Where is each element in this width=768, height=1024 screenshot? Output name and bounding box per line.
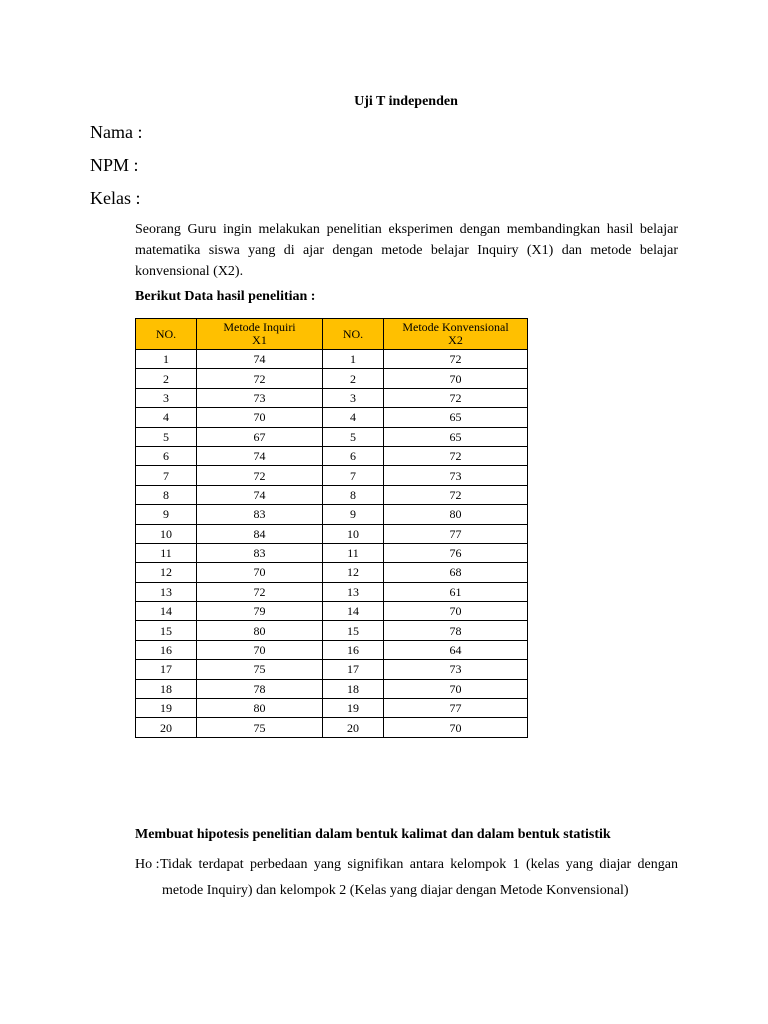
header-x2-line2: X2: [448, 333, 463, 347]
cell-no-1: 18: [136, 679, 197, 698]
cell-no-1: 1: [136, 350, 197, 369]
cell-no-2: 15: [323, 621, 384, 640]
cell-x2: 72: [384, 350, 528, 369]
table-header-row: [136, 319, 528, 350]
cell-x1: 70: [197, 408, 323, 427]
header-metode-konvensional: [384, 319, 528, 350]
cell-x1: 74: [197, 485, 323, 504]
cell-no-2: 1: [323, 350, 384, 369]
kelas-field-label: Kelas :: [90, 188, 141, 208]
cell-no-1: 7: [136, 466, 197, 485]
cell-x1: 67: [197, 427, 323, 446]
table-row: [136, 466, 528, 485]
intro-paragraph: Seorang Guru ingin melakukan penelitian eksperimen dengan membandingkan hasil belajar matematika siswa yang di ajar dengan metode belajar Inquiry (X1) dan metode belajar konvensional (X2).: [135, 222, 678, 279]
cell-x2: 65: [384, 408, 528, 427]
table-body: [136, 350, 528, 738]
header-x1-line1: Metode Inquiri: [223, 320, 296, 334]
header-x2-line1: Metode Konvensional: [402, 320, 509, 334]
cell-x1: 70: [197, 640, 323, 659]
cell-no-2: 14: [323, 602, 384, 621]
cell-x1: 83: [197, 543, 323, 562]
cell-x1: 75: [197, 718, 323, 737]
cell-no-1: 13: [136, 582, 197, 601]
cell-no-1: 2: [136, 369, 197, 388]
cell-x1: 79: [197, 602, 323, 621]
cell-x1: 80: [197, 699, 323, 718]
cell-x1: 72: [197, 369, 323, 388]
cell-no-2: 11: [323, 543, 384, 562]
cell-no-1: 11: [136, 543, 197, 562]
cell-x1: 78: [197, 679, 323, 698]
cell-x2: 78: [384, 621, 528, 640]
cell-no-1: 5: [136, 427, 197, 446]
cell-no-1: 19: [136, 699, 197, 718]
cell-no-2: 2: [323, 369, 384, 388]
ho-text: Tidak terdapat perbedaan yang signifikan antara kelompok 1 (kelas yang diajar dengan metode Inquiry) dan kelompok 2 (Kelas yang diajar dengan Metode Konvensional): [160, 857, 678, 898]
cell-no-1: 20: [136, 718, 197, 737]
data-heading: Berikut Data hasil penelitian :: [135, 289, 316, 304]
table-row: [136, 582, 528, 601]
table-row: [136, 350, 528, 369]
cell-x2: 77: [384, 699, 528, 718]
cell-x1: 80: [197, 621, 323, 640]
cell-no-1: 14: [136, 602, 197, 621]
cell-no-2: 8: [323, 485, 384, 504]
cell-x1: 84: [197, 524, 323, 543]
table-row: [136, 602, 528, 621]
ho-hypothesis: [135, 852, 678, 904]
table-row: [136, 543, 528, 562]
cell-x2: 70: [384, 369, 528, 388]
header-no-1: NO.: [136, 319, 197, 350]
table-row: [136, 699, 528, 718]
cell-no-2: 6: [323, 446, 384, 465]
cell-no-2: 3: [323, 388, 384, 407]
cell-no-2: 18: [323, 679, 384, 698]
cell-no-2: 9: [323, 505, 384, 524]
nama-field-label: Nama :: [90, 122, 143, 142]
cell-no-1: 10: [136, 524, 197, 543]
cell-no-1: 15: [136, 621, 197, 640]
cell-x2: 72: [384, 388, 528, 407]
cell-x2: 70: [384, 602, 528, 621]
cell-x2: 80: [384, 505, 528, 524]
table-row: [136, 369, 528, 388]
table-row: [136, 524, 528, 543]
table-row: [136, 660, 528, 679]
cell-no-2: 13: [323, 582, 384, 601]
table-row: [136, 640, 528, 659]
cell-x1: 75: [197, 660, 323, 679]
table-row: [136, 679, 528, 698]
cell-x2: 70: [384, 679, 528, 698]
hypothesis-heading: Membuat hipotesis penelitian dalam bentuk kalimat dan dalam bentuk statistik: [135, 827, 611, 842]
cell-no-1: 3: [136, 388, 197, 407]
cell-x1: 74: [197, 446, 323, 465]
cell-no-1: 4: [136, 408, 197, 427]
cell-x2: 73: [384, 466, 528, 485]
cell-no-2: 16: [323, 640, 384, 659]
cell-x2: 76: [384, 543, 528, 562]
header-no-2: NO.: [323, 319, 384, 350]
cell-no-1: 12: [136, 563, 197, 582]
npm-field-label: NPM :: [90, 155, 139, 175]
cell-x1: 70: [197, 563, 323, 582]
cell-no-2: 10: [323, 524, 384, 543]
table-row: [136, 563, 528, 582]
cell-x1: 83: [197, 505, 323, 524]
cell-no-2: 12: [323, 563, 384, 582]
table-row: [136, 388, 528, 407]
table-row: [136, 718, 528, 737]
cell-x2: 77: [384, 524, 528, 543]
table-row: [136, 446, 528, 465]
cell-no-1: 16: [136, 640, 197, 659]
cell-no-2: 19: [323, 699, 384, 718]
cell-no-1: 8: [136, 485, 197, 504]
cell-x2: 68: [384, 563, 528, 582]
cell-no-1: 6: [136, 446, 197, 465]
table-row: [136, 505, 528, 524]
cell-x2: 73: [384, 660, 528, 679]
cell-no-1: 9: [136, 505, 197, 524]
cell-no-2: 20: [323, 718, 384, 737]
cell-x1: 72: [197, 582, 323, 601]
cell-no-2: 7: [323, 466, 384, 485]
data-table: [135, 318, 528, 738]
ho-label: Ho :: [135, 857, 160, 872]
table-row: [136, 485, 528, 504]
cell-x1: 72: [197, 466, 323, 485]
table-row: [136, 408, 528, 427]
cell-no-2: 17: [323, 660, 384, 679]
cell-x1: 74: [197, 350, 323, 369]
cell-x2: 65: [384, 427, 528, 446]
cell-no-1: 17: [136, 660, 197, 679]
document-title: Uji T independen: [354, 94, 458, 109]
cell-x2: 64: [384, 640, 528, 659]
header-metode-inquiri: [197, 319, 323, 350]
table-row: [136, 621, 528, 640]
cell-no-2: 5: [323, 427, 384, 446]
cell-x2: 61: [384, 582, 528, 601]
cell-x2: 72: [384, 485, 528, 504]
header-x1-line2: X1: [252, 333, 267, 347]
cell-x2: 72: [384, 446, 528, 465]
cell-x1: 73: [197, 388, 323, 407]
cell-no-2: 4: [323, 408, 384, 427]
table-row: [136, 427, 528, 446]
cell-x2: 70: [384, 718, 528, 737]
